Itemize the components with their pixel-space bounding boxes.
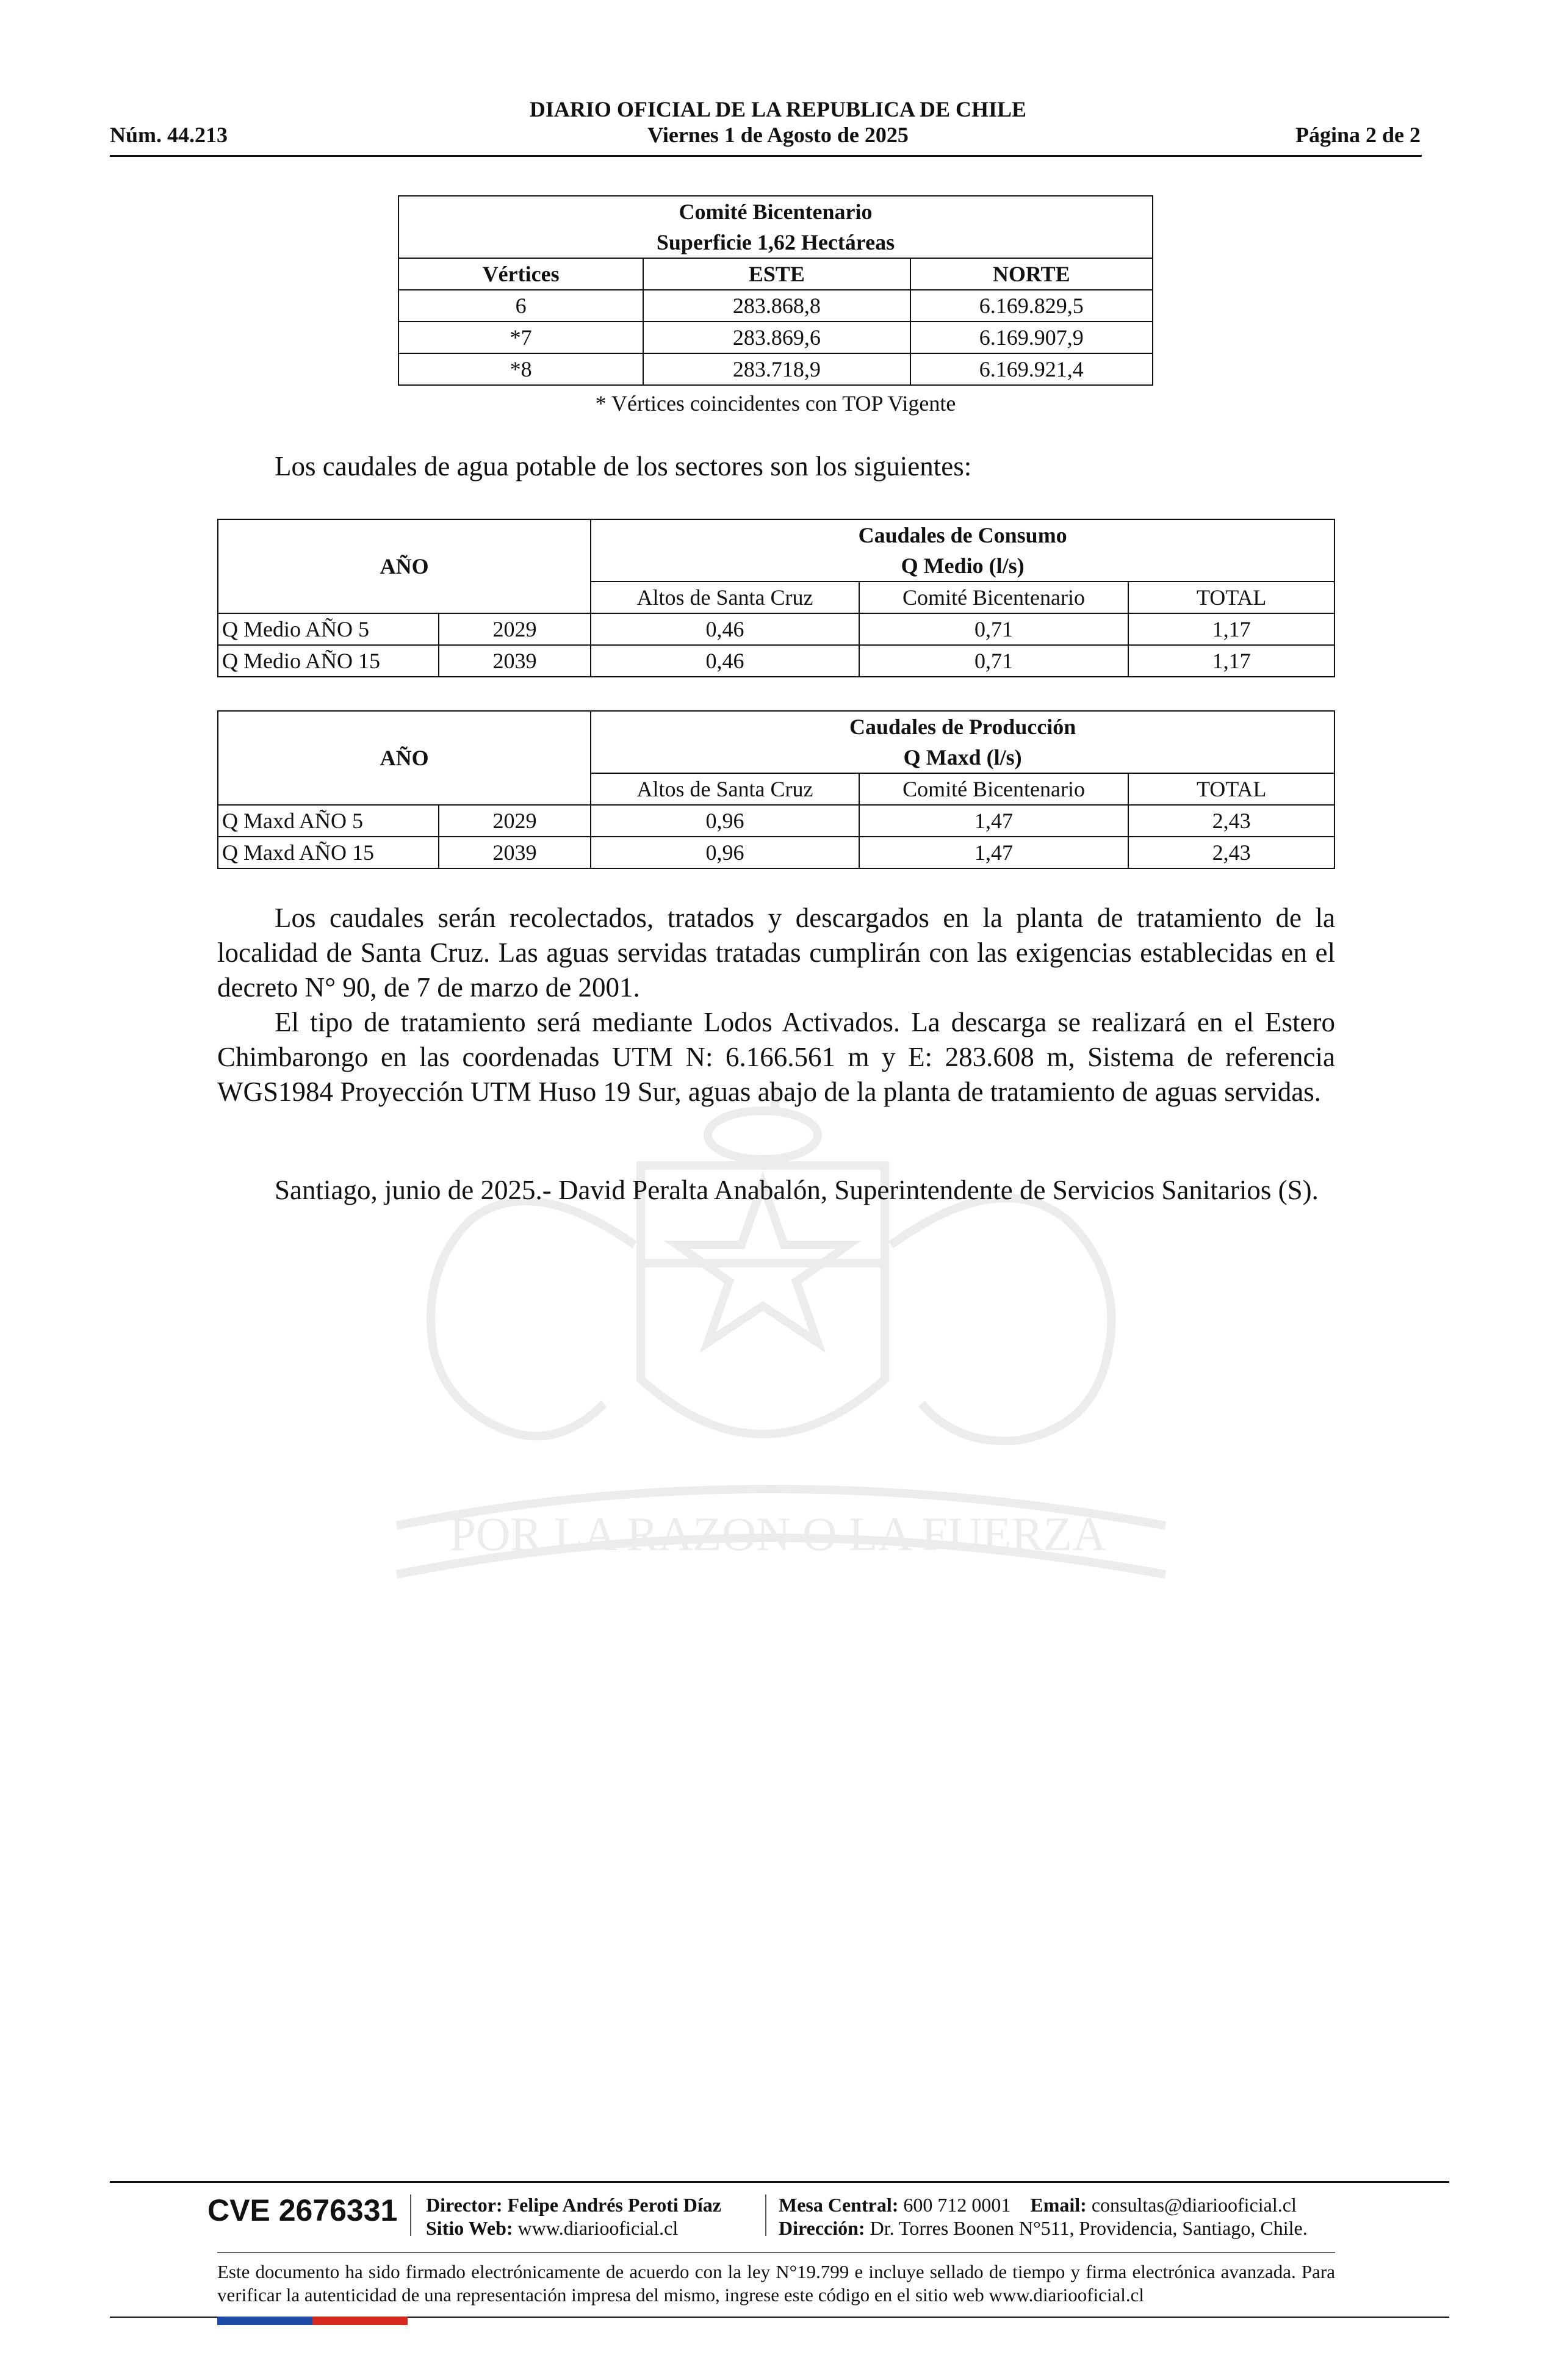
table-cell: 0,96 xyxy=(591,837,859,868)
newspaper-title: DIARIO OFICIAL DE LA REPUBLICA DE CHILE xyxy=(529,97,1027,121)
footer-contact xyxy=(779,2193,1308,2240)
column-header: Altos de Santa Cruz xyxy=(591,773,859,805)
column-header: ESTE xyxy=(643,258,910,290)
table-cell: Q Medio AÑO 15 xyxy=(218,645,439,677)
address-label: Dirección: xyxy=(779,2217,865,2239)
footer-divider xyxy=(110,2181,1449,2183)
director-name: Felipe Andrés Peroti Díaz xyxy=(507,2194,721,2216)
web-label: Sitio Web: xyxy=(426,2217,513,2239)
table-cell: 0,46 xyxy=(591,645,859,677)
vertices-table-subtitle: Superficie 1,62 Hectáreas xyxy=(398,227,1153,258)
footer-separator xyxy=(410,2194,411,2236)
table-cell: Q Maxd AÑO 5 xyxy=(218,805,439,837)
consumo-subtitle: Q Medio (l/s) xyxy=(591,550,1334,582)
column-header: Vértices xyxy=(398,258,643,290)
phone-label: Mesa Central: xyxy=(779,2194,899,2216)
table-row xyxy=(218,805,1334,837)
table-row xyxy=(398,353,1153,385)
table-cell: 0,96 xyxy=(591,805,859,837)
vertices-note: * Vértices coincidentes con TOP Vigente xyxy=(595,391,956,416)
address-text: Dr. Torres Boonen N°511, Providencia, Santiago, Chile. xyxy=(870,2217,1308,2239)
flag-stripe-red xyxy=(312,2317,408,2325)
year-header: AÑO xyxy=(218,519,591,613)
consumo-table xyxy=(217,519,1335,677)
signature-paragraph: Santiago, junio de 2025.- David Peralta Anabalón, Superintendente de Servicios Sanitarios (S). xyxy=(275,1175,1319,1205)
email-link[interactable]: consultas@diariooficial.cl xyxy=(1091,2194,1297,2216)
table-cell: 0,71 xyxy=(859,645,1129,677)
table-cell: 2039 xyxy=(439,645,591,677)
table-cell: 2,43 xyxy=(1128,837,1334,868)
header-divider xyxy=(110,155,1422,157)
column-header: Comité Bicentenario xyxy=(859,582,1129,613)
footer-inner-divider xyxy=(217,2252,1335,2253)
table-cell: 6.169.921,4 xyxy=(910,353,1153,385)
chile-coat-of-arms-watermark-icon xyxy=(214,1062,1342,1672)
table-cell: 0,46 xyxy=(591,613,859,645)
footer-separator xyxy=(765,2194,766,2236)
table-cell: 2,43 xyxy=(1128,805,1334,837)
table-cell: 283.868,8 xyxy=(643,290,910,322)
column-header: Comité Bicentenario xyxy=(859,773,1129,805)
phone-number: 600 712 0001 xyxy=(903,2194,1011,2216)
cve-code: CVE 2676331 xyxy=(207,2193,398,2227)
issue-date: Viernes 1 de Agosto de 2025 xyxy=(647,123,909,147)
table-row xyxy=(398,290,1153,322)
table-row xyxy=(218,613,1334,645)
issue-number: Núm. 44.213 xyxy=(110,123,228,147)
table-cell: 6 xyxy=(398,290,643,322)
body-text xyxy=(217,901,1335,1109)
page-indicator: Página 2 de 2 xyxy=(1295,123,1421,147)
web-link[interactable]: www.diariooficial.cl xyxy=(517,2217,679,2239)
column-header: NORTE xyxy=(910,258,1153,290)
email-label: Email: xyxy=(1030,2194,1087,2216)
produccion-subtitle: Q Maxd (l/s) xyxy=(591,742,1334,773)
vertices-table-title: Comité Bicentenario xyxy=(398,196,1153,227)
table-cell: 1,17 xyxy=(1128,613,1334,645)
table-row xyxy=(398,322,1153,353)
paragraph: El tipo de tratamiento será mediante Lodos Activados. La descarga se realizará en el Estero Chimbarongo en las coordenadas UTM N: 6.166.561 m y E: 283.608 m, Sistema de referencia WGS1984 Proyección UTM Huso 19 Sur, aguas abajo de la planta de tratamiento de aguas servidas. xyxy=(217,1007,1335,1107)
table-cell: 1,47 xyxy=(859,837,1129,868)
column-header: TOTAL xyxy=(1128,773,1334,805)
table-header-row xyxy=(398,258,1153,290)
table-cell: Q Medio AÑO 5 xyxy=(218,613,439,645)
table-cell: *8 xyxy=(398,353,643,385)
table-cell: 283.869,6 xyxy=(643,322,910,353)
column-header: Altos de Santa Cruz xyxy=(591,582,859,613)
intro-paragraph: Los caudales de agua potable de los sectores son los siguientes: xyxy=(275,451,972,481)
table-cell: 1,47 xyxy=(859,805,1129,837)
table-cell: 2029 xyxy=(439,805,591,837)
table-row xyxy=(218,837,1334,868)
footer-director xyxy=(426,2193,721,2240)
produccion-table xyxy=(217,710,1335,869)
table-cell: Q Maxd AÑO 15 xyxy=(218,837,439,868)
table-row xyxy=(218,645,1334,677)
table-cell: 2039 xyxy=(439,837,591,868)
consumo-title: Caudales de Consumo xyxy=(591,519,1334,550)
table-cell: 1,17 xyxy=(1128,645,1334,677)
table-cell: 2029 xyxy=(439,613,591,645)
legal-notice: Este documento ha sido firmado electrónicamente de acuerdo con la ley N°19.799 e incluye sellado de tiempo y firma electrónica avanzada. Para verificar la autenticidad de una representación impresa del mismo, ingrese este código en el sitio web www.diariooficial.cl xyxy=(217,2261,1335,2306)
column-header: TOTAL xyxy=(1128,582,1334,613)
flag-stripe-blue xyxy=(217,2317,312,2325)
paragraph: Los caudales serán recolectados, tratados y descargados en la planta de tratamiento de la localidad de Santa Cruz. Las aguas servidas tratadas cumplirán con las exigencias establecidas en el decreto N° 90, de 7 de marzo de 2001. xyxy=(217,903,1335,1003)
watermark-motto: POR LA RAZON O LA FUERZA xyxy=(449,1507,1107,1560)
produccion-title: Caudales de Producción xyxy=(591,711,1334,742)
director-label: Director: xyxy=(426,2194,503,2216)
table-cell: 6.169.829,5 xyxy=(910,290,1153,322)
vertices-table xyxy=(398,195,1153,386)
signature-block xyxy=(217,1173,1335,1208)
table-cell: 283.718,9 xyxy=(643,353,910,385)
table-cell: 6.169.907,9 xyxy=(910,322,1153,353)
table-cell: 0,71 xyxy=(859,613,1129,645)
table-cell: *7 xyxy=(398,322,643,353)
year-header: AÑO xyxy=(218,711,591,805)
